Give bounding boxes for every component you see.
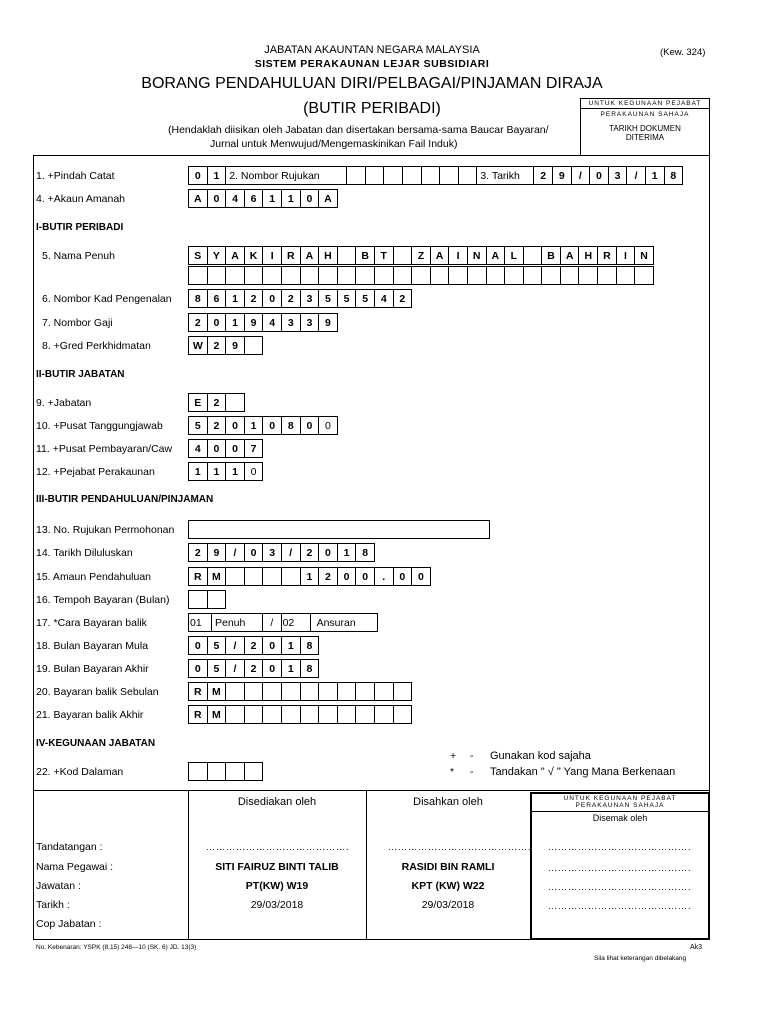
char-box — [541, 266, 561, 285]
char-box: I — [262, 246, 282, 265]
char-box: 2 — [533, 166, 553, 185]
form-code: (Kew. 324) — [660, 47, 706, 58]
tempoh-bayaran-field[interactable] — [188, 590, 226, 609]
note-plus-text: Gunakan kod sajaha — [490, 750, 591, 762]
char-box: R — [281, 246, 301, 265]
char-box: / — [225, 659, 245, 678]
office-verify-line2: PERAKAUNAN SAHAJA — [532, 802, 708, 812]
bulan-mula-label: 18. Bulan Bayaran Mula — [36, 640, 149, 652]
char-box — [346, 166, 366, 185]
char-box — [486, 266, 506, 285]
section-butir-pendahuluan: III-BUTIR PENDAHULUAN/PINJAMAN — [36, 494, 214, 505]
gred-field[interactable] — [188, 336, 263, 355]
instruction-line-1: (Hendaklah diisikan oleh Jabatan dan disertakan bersama-sama Baucar Bayaran/ — [168, 124, 549, 136]
char-box: . — [374, 567, 394, 586]
char-box — [225, 705, 245, 724]
char-box: B — [355, 246, 375, 265]
char-box: 1 — [207, 462, 227, 481]
char-box: 0 — [318, 543, 338, 562]
char-box — [225, 266, 245, 285]
char-box: 1 — [207, 166, 227, 185]
char-box: Y — [207, 246, 227, 265]
char-box: 0 — [207, 189, 227, 208]
char-box: 0 — [318, 416, 338, 435]
char-box: 2 — [318, 567, 338, 586]
char-box — [634, 266, 654, 285]
char-box: 1 — [300, 567, 320, 586]
char-box — [578, 266, 598, 285]
char-box — [281, 266, 301, 285]
disediakan-oleh-label: Disediakan oleh — [237, 796, 317, 808]
char-box: 6 — [207, 289, 227, 308]
char-box — [393, 246, 413, 265]
sign-line-3[interactable]: ……………………………………. — [548, 842, 692, 852]
char-box: I — [448, 246, 468, 265]
char-box: 4 — [225, 189, 245, 208]
jawatan-label: Jawatan : — [36, 880, 81, 892]
cara-ansuran-code: 02 — [281, 613, 311, 632]
kod-dalaman-label: 22. +Kod Dalaman — [36, 766, 124, 778]
char-box — [355, 705, 375, 724]
char-box: N — [467, 246, 487, 265]
department-name: JABATAN AKAUNTAN NEGARA MALAYSIA — [264, 44, 480, 56]
pindah-catat-field[interactable] — [188, 166, 683, 185]
nombor-gaji-label: 7. Nombor Gaji — [42, 317, 113, 329]
char-box: 0 — [393, 567, 413, 586]
amaun-pendahuluan-field[interactable] — [188, 567, 431, 586]
cara-penuh-text: Penuh — [211, 613, 263, 632]
char-box — [318, 705, 338, 724]
char-box: 0 — [225, 439, 245, 458]
char-box — [318, 266, 338, 285]
char-box — [355, 682, 375, 701]
char-box: 0 — [244, 543, 264, 562]
char-box: R — [188, 705, 208, 724]
char-box: M — [207, 567, 227, 586]
instruction-line-2: Jurnal untuk Menwujud/Mengemaskinikan Fail Induk) — [210, 138, 458, 150]
char-box: 9 — [552, 166, 572, 185]
char-box: 0 — [300, 189, 320, 208]
char-box — [337, 682, 357, 701]
post-line-3[interactable]: ……………………………………. — [548, 882, 692, 892]
char-box: 0 — [262, 659, 282, 678]
char-box: 0 — [188, 166, 208, 185]
char-box: A — [486, 246, 506, 265]
char-box — [430, 266, 450, 285]
char-box: E — [188, 393, 208, 412]
char-box — [337, 705, 357, 724]
char-box: 1 — [225, 313, 245, 332]
pejabat-perakaunan-label: 12. +Pejabat Perakaunan — [36, 466, 155, 478]
char-box — [188, 590, 208, 609]
char-box: H — [318, 246, 338, 265]
note-plus-symbol: + — [450, 750, 457, 762]
bayaran-akhir-label: 21. Bayaran balik Akhir — [36, 709, 144, 721]
char-box: / — [626, 166, 646, 185]
cara-bayaran-label: 17. *Cara Bayaran balik — [36, 617, 147, 629]
sign-line-1[interactable]: ……………………………………. — [206, 842, 350, 852]
char-box: T — [374, 246, 394, 265]
note-star-text: Tandakan " √ " Yang Mana Berkenaan — [490, 766, 676, 778]
char-box — [244, 567, 264, 586]
char-box: 0 — [207, 313, 227, 332]
char-box: 8 — [300, 636, 320, 655]
char-box — [225, 762, 245, 781]
section-butir-jabatan: II-BUTIR JABATAN — [36, 369, 125, 380]
char-box: R — [597, 246, 617, 265]
char-box: 1 — [645, 166, 665, 185]
char-box — [374, 266, 394, 285]
rujukan-permohonan-label: 13. No. Rujukan Permohonan — [36, 524, 175, 536]
char-box: 2 — [300, 543, 320, 562]
char-box — [207, 266, 227, 285]
disahkan-oleh-label: Disahkan oleh — [413, 796, 483, 808]
char-box: 1 — [225, 289, 245, 308]
char-box: 4 — [374, 289, 394, 308]
char-box: 0 — [262, 416, 282, 435]
cop-jabatan-label: Cop Jabatan : — [36, 918, 102, 930]
char-box: 9 — [318, 313, 338, 332]
char-box: 2 — [207, 336, 227, 355]
char-box: 9 — [207, 543, 227, 562]
char-box: 2 — [244, 659, 264, 678]
char-box — [281, 682, 301, 701]
char-box: 5 — [337, 289, 357, 308]
nombor-rujukan-label: 2. Nombor Rujukan — [225, 166, 347, 185]
char-box: K — [244, 246, 264, 265]
char-box: 0 — [244, 462, 264, 481]
bulan-akhir-label: 19. Bulan Bayaran Akhir — [36, 663, 149, 675]
char-box: 2 — [188, 543, 208, 562]
char-box — [560, 266, 580, 285]
char-box: S — [188, 246, 208, 265]
note-star-dash: - — [470, 766, 474, 778]
char-box: 4 — [262, 313, 282, 332]
char-box — [244, 762, 264, 781]
char-box: L — [504, 246, 524, 265]
office-use-line1: UNTUK KEGUNAAN PEJABAT — [581, 99, 709, 109]
char-box: 2 — [207, 393, 227, 412]
char-box: 1 — [337, 543, 357, 562]
footer-code: Ak3 — [690, 944, 703, 951]
char-box: / — [225, 543, 245, 562]
note-plus-dash: - — [470, 750, 474, 762]
char-box: A — [560, 246, 580, 265]
tempoh-bayaran-label: 16. Tempoh Bayaran (Bulan) — [36, 594, 170, 606]
disemak-oleh-label: Disemak oleh — [592, 813, 648, 823]
approved-by-post: KPT (KW) W22 — [411, 880, 485, 892]
char-box — [225, 567, 245, 586]
office-verify-line1: UNTUK KEGUNAAN PEJABAT — [563, 795, 677, 802]
char-box: 3 — [281, 313, 301, 332]
tarikh-diluluskan-field[interactable] — [188, 543, 375, 562]
char-box — [374, 705, 394, 724]
char-box: 8 — [188, 289, 208, 308]
pindah-catat-label: 1. +Pindah Catat — [36, 170, 115, 182]
char-box — [300, 266, 320, 285]
char-box: 5 — [207, 659, 227, 678]
tandatangan-label: Tandatangan : — [36, 841, 103, 853]
footer-authorization: No. Kebenaran: YSPK (8.15) 248—10 (SK. 6) JD. 13(3) — [36, 944, 197, 951]
char-box: W — [188, 336, 208, 355]
pusat-tanggungjawab-field[interactable] — [188, 416, 338, 435]
char-box — [300, 705, 320, 724]
char-box — [300, 682, 320, 701]
char-box: 0 — [262, 636, 282, 655]
char-box: 0 — [337, 567, 357, 586]
char-box — [337, 246, 357, 265]
char-box: / — [225, 636, 245, 655]
char-box — [207, 762, 227, 781]
rujukan-permohonan-field[interactable] — [188, 520, 490, 539]
char-box — [421, 166, 441, 185]
char-box: 5 — [318, 289, 338, 308]
prepared-by-post: PT(KW) W19 — [245, 880, 309, 892]
gred-label: 8. +Gred Perkhidmatan — [42, 340, 151, 352]
char-box: 9 — [244, 313, 264, 332]
char-box — [523, 266, 543, 285]
char-box — [318, 682, 338, 701]
char-box: 8 — [664, 166, 684, 185]
char-box: 0 — [188, 659, 208, 678]
system-name: SISTEM PERAKAUNAN LEJAR SUBSIDIARI — [254, 58, 490, 70]
bayaran-sebulan-label: 20. Bayaran balik Sebulan — [36, 686, 159, 698]
char-box — [393, 705, 413, 724]
char-box: 1 — [281, 189, 301, 208]
char-box — [244, 705, 264, 724]
cara-separator: / — [262, 613, 282, 632]
char-box: 6 — [244, 189, 264, 208]
char-box: M — [207, 705, 227, 724]
char-box — [188, 266, 208, 285]
note-star-symbol: * — [450, 766, 455, 778]
char-box: 9 — [225, 336, 245, 355]
tarikh-label: 3. Tarikh — [476, 166, 534, 185]
char-box: 0 — [262, 289, 282, 308]
char-box: Z — [411, 246, 431, 265]
char-box — [439, 166, 459, 185]
char-box: 2 — [244, 636, 264, 655]
pejabat-perakaunan-field[interactable] — [188, 462, 263, 481]
prepared-by-date: 29/03/2018 — [250, 899, 304, 911]
akaun-amanah-label: 4. +Akaun Amanah — [36, 193, 126, 205]
kod-dalaman-field[interactable] — [188, 762, 263, 781]
char-box: 1 — [188, 462, 208, 481]
bulan-akhir-field[interactable] — [188, 659, 319, 678]
nama-penuh-row2[interactable] — [188, 266, 654, 285]
char-box: 0 — [300, 416, 320, 435]
char-box — [355, 266, 375, 285]
char-box — [244, 682, 264, 701]
pusat-pembayaran-label: 11. +Pusat Pembayaran/Caw — [36, 443, 173, 455]
approved-by-date: 29/03/2018 — [421, 899, 475, 911]
char-box — [458, 166, 478, 185]
char-box: 5 — [188, 416, 208, 435]
form-subtitle: (BUTIR PERIBADI) — [303, 100, 441, 117]
char-box — [262, 705, 282, 724]
char-box — [374, 682, 394, 701]
approved-by-name: RASIDI BIN RAMLI — [401, 861, 495, 873]
char-box — [262, 682, 282, 701]
char-box — [262, 266, 282, 285]
char-box: 8 — [300, 659, 320, 678]
char-box: 8 — [355, 543, 375, 562]
bulan-mula-field[interactable] — [188, 636, 319, 655]
char-box — [448, 266, 468, 285]
char-box: 2 — [207, 416, 227, 435]
char-box: A — [430, 246, 450, 265]
char-box: R — [188, 682, 208, 701]
amaun-pendahuluan-label: 15. Amaun Pendahuluan — [36, 571, 152, 583]
cara-penuh-code: 01 — [188, 613, 212, 632]
char-box: A — [318, 189, 338, 208]
char-box: 0 — [188, 636, 208, 655]
char-box: 2 — [281, 289, 301, 308]
char-box — [244, 266, 264, 285]
name-line-3[interactable]: ……………………………………. — [548, 863, 692, 873]
cara-bayaran-field[interactable] — [188, 613, 378, 632]
char-box — [402, 166, 422, 185]
char-box — [262, 567, 282, 586]
tarikh-diluluskan-label: 14. Tarikh Diluluskan — [36, 547, 133, 559]
cara-ansuran-text: Ansuran — [310, 613, 378, 632]
char-box — [281, 567, 301, 586]
char-box: 7 — [244, 439, 264, 458]
date-line-3[interactable]: ……………………………………. — [548, 901, 692, 911]
char-box: 1 — [281, 636, 301, 655]
char-box — [597, 266, 617, 285]
office-use-line3: TARIKH DOKUMEN — [609, 124, 681, 133]
char-box: 3 — [262, 543, 282, 562]
char-box: 0 — [411, 567, 431, 586]
char-box: 5 — [207, 636, 227, 655]
nama-penuh-label: 5. Nama Penuh — [42, 250, 115, 262]
bayaran-sebulan-field[interactable] — [188, 682, 412, 701]
char-box: A — [300, 246, 320, 265]
tarikh-sig-label: Tarikh : — [36, 899, 70, 911]
char-box: A — [188, 189, 208, 208]
nama-pegawai-label: Nama Pegawai : — [36, 861, 114, 873]
prepared-by-name: SITI FAIRUZ BINTI TALIB — [215, 861, 339, 873]
char-box: / — [281, 543, 301, 562]
char-box: R — [188, 567, 208, 586]
office-use-box — [580, 98, 710, 156]
char-box: 0 — [355, 567, 375, 586]
jabatan-field[interactable] — [188, 393, 245, 412]
char-box: 5 — [355, 289, 375, 308]
pusat-tanggungjawab-label: 10. +Pusat Tanggungjawab — [36, 420, 163, 432]
char-box: / — [571, 166, 591, 185]
char-box: A — [225, 246, 245, 265]
char-box: 1 — [281, 659, 301, 678]
char-box: 0 — [589, 166, 609, 185]
char-box: 2 — [393, 289, 413, 308]
char-box: 3 — [608, 166, 628, 185]
nama-penuh-row1[interactable] — [188, 246, 654, 265]
signature-divider — [33, 790, 710, 791]
char-box: M — [207, 682, 227, 701]
nombor-gaji-field[interactable] — [188, 313, 338, 332]
char-box — [467, 266, 487, 285]
char-box — [281, 705, 301, 724]
char-box: 4 — [188, 439, 208, 458]
kad-pengenalan-label: 6. Nombor Kad Pengenalan — [42, 293, 172, 305]
char-box: H — [578, 246, 598, 265]
char-box — [411, 266, 431, 285]
char-box — [504, 266, 524, 285]
char-box — [616, 266, 636, 285]
section-kegunaan-jabatan: IV-KEGUNAAN JABATAN — [36, 738, 156, 749]
char-box: 1 — [262, 189, 282, 208]
office-use-line4: DITERIMA — [625, 133, 665, 142]
bayaran-akhir-field[interactable] — [188, 705, 412, 724]
char-box: B — [541, 246, 561, 265]
char-box — [393, 682, 413, 701]
char-box — [225, 682, 245, 701]
char-box: 0 — [207, 439, 227, 458]
char-box — [393, 266, 413, 285]
akaun-amanah-field[interactable] — [188, 189, 338, 208]
char-box: 2 — [244, 289, 264, 308]
char-box — [207, 590, 227, 609]
char-box: N — [634, 246, 654, 265]
char-box — [383, 166, 403, 185]
char-box: 0 — [225, 416, 245, 435]
char-box: 8 — [281, 416, 301, 435]
char-box: I — [616, 246, 636, 265]
form-title: BORANG PENDAHULUAN DIRI/PELBAGAI/PINJAMAN DIRAJA — [141, 75, 603, 92]
char-box — [188, 762, 208, 781]
sign-line-2[interactable]: ……………………………………. — [388, 842, 532, 852]
char-box: 3 — [300, 289, 320, 308]
char-box — [523, 246, 543, 265]
char-box — [337, 266, 357, 285]
char-box — [365, 166, 385, 185]
footer-note: Sila lihat keterangan dibelakang — [594, 955, 687, 962]
kad-pengenalan-field[interactable] — [188, 289, 412, 308]
char-box: 1 — [225, 462, 245, 481]
jabatan-label: 9. +Jabatan — [36, 397, 92, 409]
char-box: 3 — [300, 313, 320, 332]
char-box: 1 — [244, 416, 264, 435]
char-box: 2 — [188, 313, 208, 332]
pusat-pembayaran-field[interactable] — [188, 439, 263, 458]
office-use-line2: PERAKAUNAN SAHAJA — [600, 111, 690, 118]
section-butir-peribadi: I-BUTIR PERIBADI — [36, 222, 124, 233]
